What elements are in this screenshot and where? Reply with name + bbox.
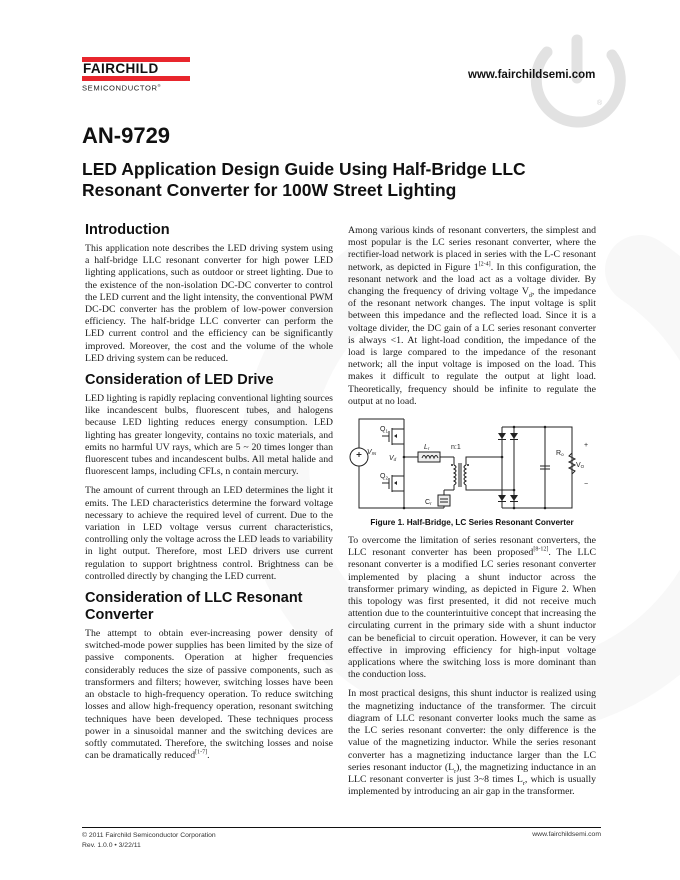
fairchild-logo[interactable]: [82, 57, 190, 93]
footer-info: [82, 831, 216, 850]
citation-ref[interactable]: [8-12]: [533, 546, 549, 553]
footer-copyright: © 2011 Fairchild Semiconductor Corporation: [82, 832, 216, 839]
figure-1-circuit-diagram: [344, 415, 594, 515]
document-number: AN-9729: [82, 123, 171, 148]
half-bridge-schematic: [344, 415, 594, 515]
led-drive-paragraph-1: LED lighting is rapidly replacing conventional lighting sources like incandescent bulbs, fluorescent tubes, and halogens because LED lighting reduces energy consumption. LED lighting has greater longevity, contains no toxic materials, and emits no harmful UV rays, which are 5 ~ 20 times longer than fluorescent tubes and incandescent bulbs. All metal halide and fluorescent lamps, including CFLs, n contain mercury.: [85, 393, 333, 478]
svg-text:+: +: [584, 442, 589, 450]
logo-bottom-bar: [82, 76, 190, 81]
heading-llc-converter: Consideration of LLC Resonant Converter: [85, 590, 303, 624]
heading-introduction: Introduction: [85, 222, 170, 238]
document-title: LED Application Design Guide Using Half-Bridge LLC Resonant Converter for 100W Street Lighting: [82, 159, 526, 200]
header-site-link[interactable]: www.fairchildsemi.com: [468, 69, 596, 81]
citation-ref[interactable]: [2-4]: [478, 261, 491, 268]
footer-revision: Rev. 1.0.0 • 3/22/11: [82, 841, 141, 849]
svg-text:VO: VO: [576, 462, 585, 470]
llc-proposal-paragraph: To overcome the limitation of series resonant converters, the LLC resonant converter has been proposed[8-12]. The LLC resonant converter is a modified LC series resonant converter implemented by placing a shunt inductor across the transformer primary winding, as depicted in Figure 2. When this topology was first presented, it did not receive much attention due to the counterintuitive concept that increasing the circulating current in the primary side with a shunt inductor can be beneficial to circuit operation. However, it can be very effective in improving efficiency for high-input voltage applications where the switching loss is more dominant than the conduction loss.: [348, 535, 597, 681]
llc-paragraph: The attempt to obtain ever-increasing power density of switched-mode power supplies has been limited by the size of passive components. Operation at higher frequencies considerably reduces the size of passive components, such as transformers and filters; however, switching losses have been an obstacle to high-frequency operation. To reduce switching losses and allow high-frequency operation, resonant switching techniques have been developed. These techniques process power in a sinusoidal manner and the switching devices are softly commutated. Therefore, the switching losses and noise can be dramatically reduced[1-7].: [85, 628, 333, 762]
svg-text:Ro: Ro: [556, 450, 564, 458]
svg-text:Cr: Cr: [425, 499, 432, 507]
led-drive-paragraph-2: The amount of current through an LED determines the light it emits. The LED characteristics determine the forward voltage necessary to achieve the required level of current. Due to the variation in LED voltage versus current characteristics, controlling only the voltage across the LED leads to variability in light output. Therefore, most LED drivers use current regulation to support brightness control. Brightness can be controlled directly by changing the LED current.: [85, 485, 333, 582]
svg-text:Lr: Lr: [424, 444, 430, 452]
footer-divider: [82, 827, 601, 828]
shunt-inductor-paragraph: In most practical designs, this shunt inductor is realized using the magnetizing inductance of the transformer. The circuit diagram of LLC resonant converter looks much the same as the LC series resonant converter: the only difference is the value of the magnetizing inductor. While the series resonant converter has a magnetizing inductance larger than the LC series resonant inductor $(L_r)$, the magnetizing inductance in an LLC resonant converter is just 3~8 times $L_r$, which is usually implemented by introducing an air gap in the transformer.: [348, 688, 596, 798]
svg-text:−: −: [584, 481, 589, 489]
footer-site-link[interactable]: www.fairchildsemi.com: [532, 831, 601, 838]
svg-text:Q1: $Q_1$: [380, 426, 388, 434]
citation-ref[interactable]: [1-7]: [195, 749, 208, 756]
svg-text:Vd: Vd: [389, 455, 397, 463]
intro-paragraph: This application note describes the LED driving system using a half-bridge LLC resonant converter for high power LED lighting applications, such as outdoor or street lighting. Due to the existence of the non-isolation DC-DC converter to control the LED current and the light intensity, the conventional PWM DC-DC converter has the problem of low-power conversion efficiency. The half-bridge LLC converter can perform the LED current control and the efficiency can be significantly improved. Moreover, the cost and the volume of the whole LED driving system can be reduced.: [85, 243, 333, 364]
lc-series-paragraph: Among various kinds of resonant converters, the simplest and most popular is the LC series resonant converter, where the rectifier-load network is placed in series with the L-C resonant network, as depicted in Figure 1[2-4]. In this configuration, the resonant network and the load act as a voltage divider. By changing the frequency of driving voltage $V_d$, the impedance of the resonant network changes. The input voltage is split between this impedance and the reflected load. Since it is a voltage divider, the DC gain of a LC series resonant converter is always <1. At light-load condition, the impedance of the load is large compared to the impedance of the resonant network; all the input voltage is imposed on the load. This makes it difficult to regulate the output at light load. Theoretically, frequency should be infinite to regulate the output at no load.: [348, 225, 596, 407]
logo-brand: FAIRCHILD: [83, 61, 159, 76]
svg-text:Q2: $Q_2$: [380, 473, 388, 481]
left-column: [85, 222, 333, 769]
right-column: [348, 225, 596, 805]
figure-1-caption: Figure 1. Half-Bridge, LC Series Resonant Converter: [370, 518, 574, 528]
registered-mark: ®: [597, 100, 603, 107]
svg-text:n:1: n:1: [451, 444, 461, 452]
heading-led-drive: Consideration of LED Drive: [85, 372, 274, 389]
svg-text:VIN: VIN: [367, 449, 377, 457]
logo-subtitle: SEMICONDUCTOR®: [82, 83, 162, 93]
